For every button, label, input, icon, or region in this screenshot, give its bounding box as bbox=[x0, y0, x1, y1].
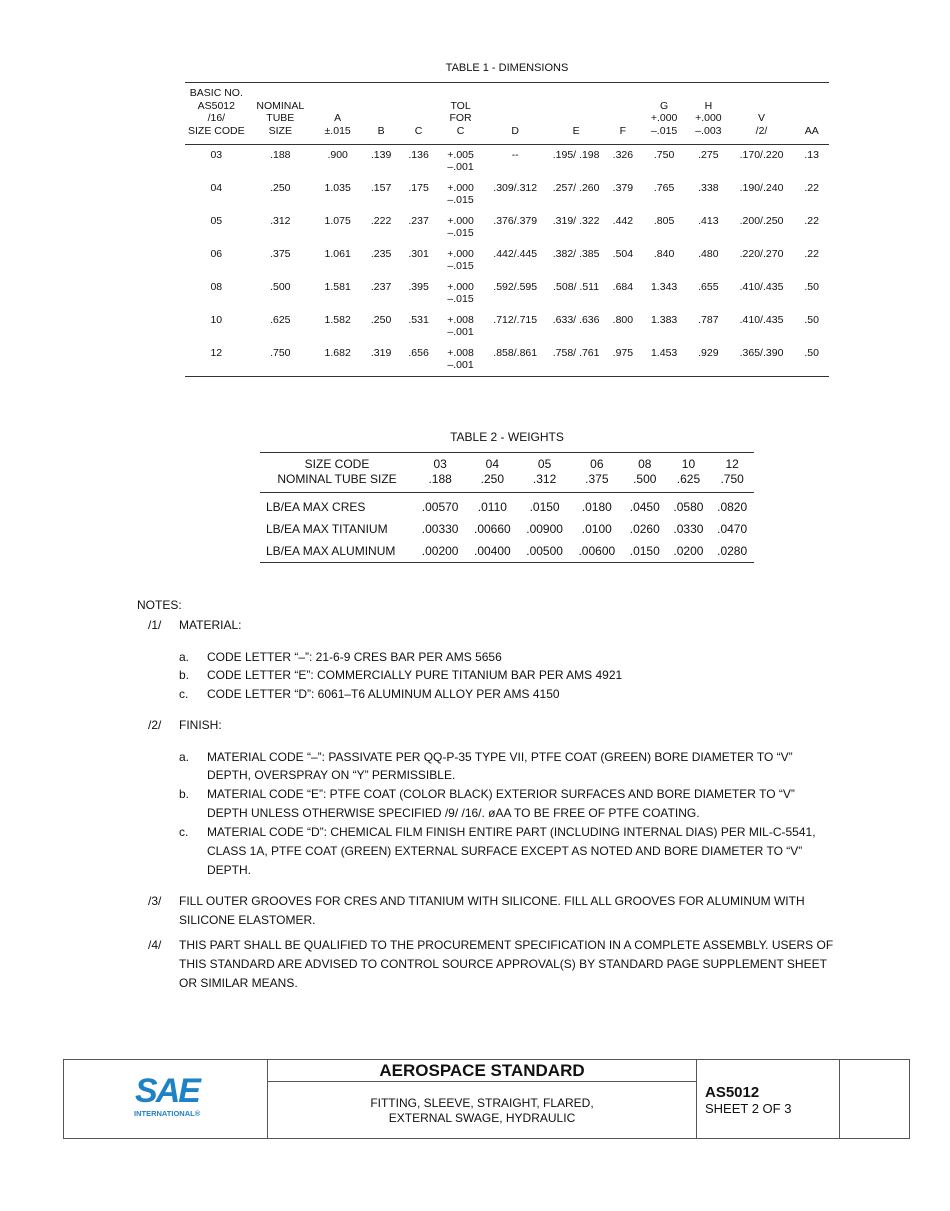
table-cell: .220/.270 bbox=[739, 248, 784, 260]
list-letter: b. bbox=[179, 668, 190, 682]
table-cell: .805 bbox=[653, 215, 675, 227]
table-header-row bbox=[260, 453, 754, 493]
table-cell: 12 bbox=[185, 347, 248, 377]
table-cell: .0100 bbox=[581, 522, 612, 536]
table-cell: .376/.379 bbox=[493, 215, 538, 227]
table-cell: .312 bbox=[270, 215, 291, 227]
table-cell: .301 bbox=[408, 248, 429, 260]
row-label: LB/EA MAX ALUMINUM bbox=[260, 540, 414, 563]
table-cell: .22 bbox=[804, 215, 819, 227]
table-cell: .237 bbox=[408, 215, 429, 227]
list-item: CODE LETTER “–”: 21-6-9 CRES BAR PER AMS 5656 bbox=[207, 650, 502, 664]
table-cell: .840 bbox=[653, 248, 675, 260]
table-cell: +.000 –.015 bbox=[447, 215, 474, 239]
table-row bbox=[185, 281, 829, 314]
table-cell: .0820 bbox=[717, 500, 748, 514]
table-cell: .136 bbox=[408, 149, 429, 161]
table-cell: .00400 bbox=[466, 540, 518, 563]
table-cell: .250 bbox=[370, 314, 392, 326]
table-cell: .338 bbox=[698, 182, 719, 194]
column-header: B bbox=[362, 83, 399, 145]
table-cell: .175 bbox=[408, 182, 429, 194]
list-item: MATERIAL CODE “D”: CHEMICAL FILM FINISH ENTIRE PART (INCLUDING INTERNAL DIAS) PER MIL-C-5541, bbox=[207, 825, 816, 839]
table-cell: .929 bbox=[688, 347, 729, 377]
table-cell: .200/.250 bbox=[739, 215, 784, 227]
table-cell: .00330 bbox=[421, 522, 459, 536]
note-number: /1/ bbox=[148, 618, 162, 632]
table-cell: .758/ .761 bbox=[547, 347, 606, 377]
table-cell: 1.383 bbox=[650, 314, 678, 326]
table-cell: .765 bbox=[653, 182, 675, 194]
table-cell: .257/ .260 bbox=[552, 182, 600, 194]
sae-logo-text: SAE bbox=[135, 1072, 199, 1110]
table-cell: .382/ .385 bbox=[552, 248, 600, 260]
table-row bbox=[185, 248, 829, 281]
title-cell bbox=[268, 1060, 697, 1138]
column-header: TOL FOR C bbox=[437, 83, 483, 145]
table-cell: .190/.240 bbox=[739, 182, 784, 194]
table-cell: .00600 bbox=[571, 540, 623, 563]
list-item: CODE LETTER “D”: 6061–T6 ALUMINUM ALLOY PER AMS 4150 bbox=[207, 687, 560, 701]
table-cell: .442/.445 bbox=[493, 248, 538, 260]
sheet-number: SHEET 2 OF 3 bbox=[705, 1101, 792, 1116]
table-cell: .379 bbox=[612, 182, 634, 194]
table-cell: 08 bbox=[210, 281, 223, 293]
table-cell: 1.453 bbox=[640, 347, 688, 377]
column-header: 05 .312 bbox=[518, 453, 570, 493]
table-cell: .22 bbox=[804, 248, 819, 260]
table-cell: 1.061 bbox=[324, 248, 351, 260]
note-text: THIS PART SHALL BE QUALIFIED TO THE PROCUREMENT SPECIFICATION IN A COMPLETE ASSEMBLY. USERS OF bbox=[179, 938, 834, 952]
table-cell: .319/ .322 bbox=[552, 215, 600, 227]
note-number: /4/ bbox=[148, 938, 162, 952]
table-cell: .0470 bbox=[717, 522, 748, 536]
table-row bbox=[185, 215, 829, 248]
column-header: 12 .750 bbox=[710, 453, 754, 493]
table-cell: .656 bbox=[400, 347, 437, 377]
note-number: /2/ bbox=[148, 718, 162, 732]
table-cell: .00660 bbox=[474, 522, 511, 536]
table-cell: .0200 bbox=[667, 540, 711, 563]
table-cell: .655 bbox=[698, 281, 719, 293]
table-cell: .00570 bbox=[421, 500, 459, 514]
table-cell: .195/ .198 bbox=[552, 149, 600, 161]
table-cell: 1.035 bbox=[324, 182, 351, 194]
note-number: /3/ bbox=[148, 894, 162, 908]
table-cell: .0580 bbox=[673, 500, 704, 514]
table-cell: .188 bbox=[270, 149, 291, 161]
table-cell: .0260 bbox=[629, 522, 660, 536]
part-description-line1: FITTING, SLEEVE, STRAIGHT, FLARED, bbox=[370, 1096, 594, 1110]
column-header: 03 .188 bbox=[414, 453, 466, 493]
column-header: 04 .250 bbox=[466, 453, 518, 493]
doc-number-cell bbox=[697, 1060, 840, 1138]
column-header: G +.000 –.015 bbox=[640, 83, 688, 145]
table-cell: .504 bbox=[612, 248, 634, 260]
table-cell: .0150 bbox=[529, 500, 560, 514]
table-cell: .0180 bbox=[581, 500, 612, 514]
list-letter: a. bbox=[179, 750, 190, 764]
column-header: V /2/ bbox=[729, 83, 795, 145]
note-text: SILICONE ELASTOMER. bbox=[179, 913, 316, 927]
table-cell: .50 bbox=[794, 347, 829, 377]
table-cell: .0450 bbox=[629, 500, 660, 514]
note-text: FILL OUTER GROOVES FOR CRES AND TITANIUM WITH SILICONE. FILL ALL GROOVES FOR ALUMINUM WITH bbox=[179, 894, 805, 908]
table-cell: +.000 –.015 bbox=[447, 281, 474, 305]
table-cell: .480 bbox=[698, 248, 719, 260]
table-cell: .858/.861 bbox=[484, 347, 547, 377]
list-item: DEPTH. bbox=[207, 863, 252, 877]
column-header: E bbox=[547, 83, 606, 145]
table-row bbox=[185, 314, 829, 347]
note-title: MATERIAL: bbox=[179, 618, 242, 632]
table-cell: .0150 bbox=[623, 540, 667, 563]
table-cell: .00500 bbox=[518, 540, 570, 563]
table-cell: .157 bbox=[370, 182, 392, 194]
table-cell: .800 bbox=[612, 314, 634, 326]
table-cell: .531 bbox=[408, 314, 429, 326]
list-item: MATERIAL CODE “E”: PTFE COAT (COLOR BLACK) EXTERIOR SURFACES AND BORE DIAMETER TO “V” bbox=[207, 787, 795, 801]
notes-heading: NOTES: bbox=[137, 598, 182, 612]
dimensions-table bbox=[185, 82, 829, 377]
table-cell: 04 bbox=[210, 182, 223, 194]
table-cell: .0330 bbox=[673, 522, 704, 536]
doc-number: AS5012 bbox=[705, 1084, 760, 1101]
blank-cell bbox=[840, 1060, 910, 1138]
table-cell: .250 bbox=[270, 182, 291, 194]
table-row bbox=[260, 518, 754, 540]
column-header: NOMINAL TUBE SIZE bbox=[248, 83, 313, 145]
table-cell: 1.581 bbox=[324, 281, 351, 293]
table1-title: TABLE 1 - DIMENSIONS bbox=[445, 62, 569, 74]
table-cell: .750 bbox=[248, 347, 313, 377]
table-cell: .787 bbox=[698, 314, 719, 326]
column-header: C bbox=[400, 83, 437, 145]
column-header: H +.000 –.003 bbox=[688, 83, 729, 145]
table-cell: +.008 –.001 bbox=[437, 347, 483, 377]
sae-logo bbox=[134, 1074, 200, 1119]
list-item: CLASS 1A, PTFE COAT (GREEN) EXTERNAL SURFACE EXCEPT AS NOTED AND BORE DIAMETER TO “V” bbox=[207, 844, 803, 858]
logo-cell bbox=[64, 1060, 268, 1138]
note-title: FINISH: bbox=[179, 718, 222, 732]
table-cell: .508/ .511 bbox=[553, 281, 600, 293]
list-letter: a. bbox=[179, 650, 190, 664]
row-label: LB/EA MAX TITANIUM bbox=[266, 522, 388, 536]
table-cell: .500 bbox=[270, 281, 291, 293]
table2-title: TABLE 2 - WEIGHTS bbox=[450, 430, 564, 444]
table-cell: .750 bbox=[653, 149, 675, 161]
table-cell: +.008 –.001 bbox=[447, 314, 474, 338]
list-item: DEPTH, OVERSPRAY ON “Y” PERMISSIBLE. bbox=[207, 768, 456, 782]
column-header: D bbox=[484, 83, 547, 145]
table-row bbox=[260, 493, 754, 519]
sae-logo-subtext: INTERNATIONAL® bbox=[134, 1109, 201, 1118]
table-cell: .237 bbox=[370, 281, 392, 293]
table-row bbox=[185, 182, 829, 215]
table-cell: .13 bbox=[804, 149, 819, 161]
table-cell: .442 bbox=[612, 215, 634, 227]
table-cell: .222 bbox=[370, 215, 392, 227]
table-cell: 1.582 bbox=[324, 314, 351, 326]
column-header: BASIC NO. AS5012 /16/ SIZE CODE bbox=[185, 83, 248, 145]
list-item: CODE LETTER “E”: COMMERCIALLY PURE TITANIUM BAR PER AMS 4921 bbox=[207, 668, 623, 682]
table-cell: .50 bbox=[804, 281, 819, 293]
table-cell: 1.075 bbox=[324, 215, 351, 227]
table-row bbox=[185, 145, 829, 183]
table-cell: .712/.715 bbox=[493, 314, 538, 326]
table-cell: 1.343 bbox=[650, 281, 678, 293]
column-header: 06 .375 bbox=[571, 453, 623, 493]
table-cell: +.000 –.015 bbox=[447, 182, 474, 206]
table-cell: 10 bbox=[210, 314, 223, 326]
table-row bbox=[185, 347, 829, 377]
table-cell: .22 bbox=[804, 182, 819, 194]
table-cell: .684 bbox=[612, 281, 634, 293]
column-header: A ±.015 bbox=[313, 83, 362, 145]
list-letter: c. bbox=[179, 825, 189, 839]
table-cell: 03 bbox=[210, 149, 223, 161]
standard-title: AEROSPACE STANDARD bbox=[268, 1060, 696, 1082]
table-cell: .413 bbox=[698, 215, 719, 227]
table-cell: .50 bbox=[804, 314, 819, 326]
table-cell: .395 bbox=[408, 281, 429, 293]
table-cell: 05 bbox=[210, 215, 223, 227]
row-label: LB/EA MAX CRES bbox=[266, 500, 366, 514]
table-cell: .975 bbox=[606, 347, 641, 377]
table-cell: .275 bbox=[698, 149, 719, 161]
list-item: MATERIAL CODE “–”: PASSIVATE PER QQ-P-35 TYPE VII, PTFE COAT (GREEN) BORE DIAMETER TO “V” bbox=[207, 750, 793, 764]
table-cell: .326 bbox=[612, 149, 634, 161]
column-header: F bbox=[606, 83, 641, 145]
table-cell: .319 bbox=[362, 347, 399, 377]
weights-table bbox=[260, 452, 754, 563]
table-cell: .00200 bbox=[414, 540, 466, 563]
table-cell: .365/.390 bbox=[729, 347, 795, 377]
table-cell: -- bbox=[511, 149, 519, 161]
table-cell: .592/.595 bbox=[493, 281, 538, 293]
table-row bbox=[260, 540, 754, 563]
table-cell: .309/.312 bbox=[493, 182, 538, 194]
table-cell: .0110 bbox=[477, 500, 507, 514]
column-header: SIZE CODE NOMINAL TUBE SIZE bbox=[260, 453, 414, 493]
column-header: 10 .625 bbox=[667, 453, 711, 493]
table-cell: .410/.435 bbox=[739, 314, 784, 326]
table-cell: .00900 bbox=[526, 522, 563, 536]
table-cell: .410/.435 bbox=[739, 281, 784, 293]
title-block bbox=[63, 1059, 910, 1139]
table-cell: +.005 –.001 bbox=[447, 149, 474, 173]
note-text: OR SIMILAR MEANS. bbox=[179, 976, 298, 990]
list-letter: c. bbox=[179, 687, 189, 701]
note-text: THIS STANDARD ARE ADVISED TO CONTROL SOURCE APPROVAL(S) BY STANDARD PAGE SUPPLEMENT SHEET bbox=[179, 957, 827, 971]
column-header: 08 .500 bbox=[623, 453, 667, 493]
table-cell: .0280 bbox=[710, 540, 754, 563]
table-cell: .375 bbox=[270, 248, 291, 260]
list-item: DEPTH UNLESS OTHERWISE SPECIFIED /9/ /16/. øAA TO BE FREE OF PTFE COATING. bbox=[207, 806, 700, 820]
table-cell: .633/ .636 bbox=[552, 314, 600, 326]
table-cell: .170/.220 bbox=[739, 149, 784, 161]
table-cell: 06 bbox=[210, 248, 223, 260]
column-header: AA bbox=[794, 83, 829, 145]
table-cell: .139 bbox=[370, 149, 392, 161]
table-cell: 1.682 bbox=[313, 347, 362, 377]
table-cell: .625 bbox=[270, 314, 291, 326]
part-description-line2: EXTERNAL SWAGE, HYDRAULIC bbox=[388, 1111, 576, 1125]
table-cell: +.000 –.015 bbox=[447, 248, 474, 272]
table-header-row bbox=[185, 83, 829, 145]
table-cell: .235 bbox=[370, 248, 392, 260]
list-letter: b. bbox=[179, 787, 190, 801]
table-cell: .900 bbox=[327, 149, 348, 161]
